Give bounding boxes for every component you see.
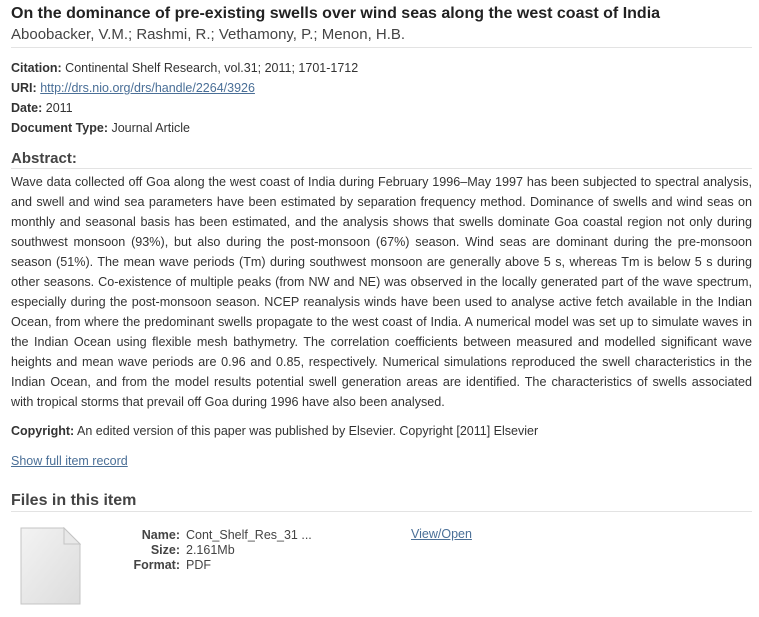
- doctype-label: Document Type:: [11, 121, 108, 135]
- file-name-label: Name:: [141, 528, 180, 542]
- document-icon[interactable]: [20, 527, 81, 605]
- view-open-link[interactable]: View/Open: [411, 527, 472, 541]
- date-row: [11, 101, 73, 115]
- file-format-label: Format:: [133, 558, 180, 572]
- copyright-row: [11, 424, 538, 438]
- divider: [11, 511, 752, 512]
- uri-label: URI:: [11, 81, 37, 95]
- doctype-row: [11, 121, 190, 135]
- item-authors: Aboobacker, V.M.; Rashmi, R.; Vethamony, P.; Menon, H.B.: [11, 26, 406, 43]
- citation-row: [11, 61, 358, 75]
- show-full-record-link[interactable]: Show full item record: [11, 454, 128, 468]
- file-format-value: PDF: [186, 558, 211, 572]
- files-heading: Files in this item: [11, 492, 137, 509]
- file-name-value: Cont_Shelf_Res_31 ...: [186, 528, 312, 542]
- doctype-value: Journal Article: [111, 121, 190, 135]
- copyright-label: Copyright:: [11, 424, 75, 438]
- file-size-label: Size:: [150, 543, 180, 557]
- item-title: On the dominance of pre-existing swells over wind seas along the west coast of India: [11, 5, 661, 22]
- citation-label: Citation:: [11, 61, 62, 75]
- file-format-row: [120, 558, 211, 572]
- file-size-row: [120, 543, 235, 557]
- citation-value: Continental Shelf Research, vol.31; 2011; 1701-1712: [65, 61, 359, 75]
- file-size-value: 2.161Mb: [186, 543, 235, 557]
- uri-link[interactable]: http://drs.nio.org/drs/handle/2264/3926: [40, 81, 255, 95]
- divider: [11, 47, 752, 48]
- abstract-heading: Abstract:: [11, 150, 77, 167]
- date-label: Date:: [11, 101, 43, 115]
- file-name-row: [120, 528, 312, 542]
- abstract-text: Wave data collected off Goa along the west coast of India during February 1996–May 1997 has been subjected to spectral analysis, and swell and wind sea parameters have been estimated by separation frequency method. Dominance of swells and wind seas on monthly and seasonal basis has been estimated, and the analysis shows that swells dominate Goa coastal region not only during southwest monsoon (93%), but also during the post-monsoon (67%) season. Wind seas are dominant during the pre-monsoon season (51%). The mean wave periods (Tm) during southwest monsoon are generally above 5 s, whereas Tm is below 5 s during other seasons. Co-existence of multiple peaks (from NW and NE) was observed in the locally generated part of the wave spectrum, especially during the post-monsoon season. NCEP reanalysis winds have been used to analyse active fetch available in the Indian Ocean, from where the predominant swells propagate to the west coast of India. A numerical model was set up to simulate waves in the Indian Ocean using flexible mesh bathymetry. The correlation coefficients between measured and modelled significant wave heights and mean wave periods are 0.96 and 0.85, respectively. Numerical simulations reproduced the swell characteristics in the Indian Ocean, and from the model results potential swell generation areas are identified. The characteristics of swells associated with tropical storms that prevail off Goa during 1996 have also been analysed.: [11, 175, 752, 409]
- copyright-value: An edited version of this paper was published by Elsevier. Copyright [2011] Elsevier: [76, 424, 539, 438]
- date-value: 2011: [45, 101, 73, 115]
- divider: [11, 168, 752, 169]
- uri-row: [11, 81, 255, 95]
